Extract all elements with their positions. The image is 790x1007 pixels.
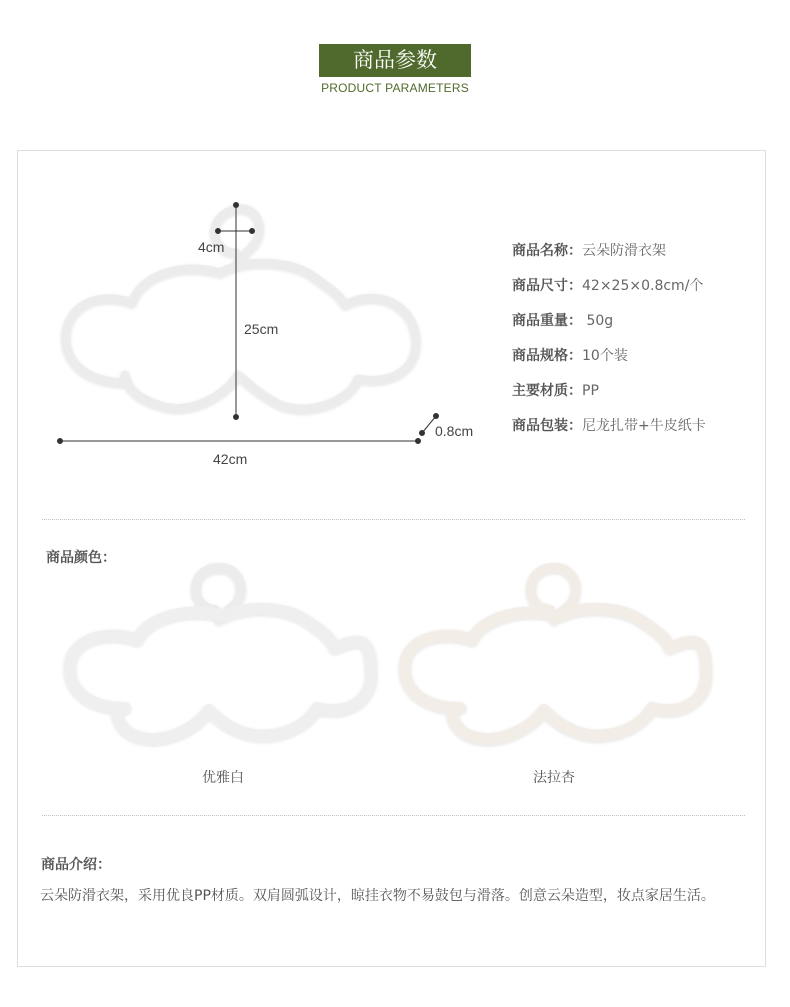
hanger-dimension-diagram	[40, 195, 490, 485]
spec-quantity: 商品规格：10个装	[512, 348, 628, 364]
thickness-label: 0.8cm	[435, 423, 474, 439]
section-subtitle: PRODUCT PARAMETERS	[321, 81, 469, 95]
intro-text: 云朵防滑衣架，采用优良PP材质。双肩圆弧设计，晾挂衣物不易鼓包与滑落。创意云朵造型，妆点家居生活。	[40, 888, 715, 904]
hook-width-label: 4cm	[198, 239, 225, 255]
white-hanger-image	[55, 558, 390, 758]
divider	[42, 815, 745, 816]
apricot-hanger-image	[390, 558, 725, 758]
color-name-apricot: 法拉杏	[533, 770, 575, 786]
width-label: 42cm	[213, 451, 248, 467]
colors-heading: 商品颜色：	[46, 550, 116, 566]
section-title: 商品参数	[319, 44, 471, 77]
spec-weight: 商品重量： 50g	[512, 313, 614, 329]
spec-size: 商品尺寸：42×25×0.8cm/个	[512, 278, 704, 294]
hanger-outline	[66, 209, 416, 409]
spec-packaging: 商品包装：尼龙扎带+牛皮纸卡	[512, 418, 706, 434]
color-name-white: 优雅白	[202, 770, 244, 786]
intro-heading: 商品介绍：	[41, 857, 111, 873]
height-label: 25cm	[244, 321, 279, 337]
divider	[42, 519, 745, 520]
spec-name: 商品名称：云朵防滑衣架	[512, 243, 666, 259]
spec-material: 主要材质：PP	[512, 383, 599, 399]
